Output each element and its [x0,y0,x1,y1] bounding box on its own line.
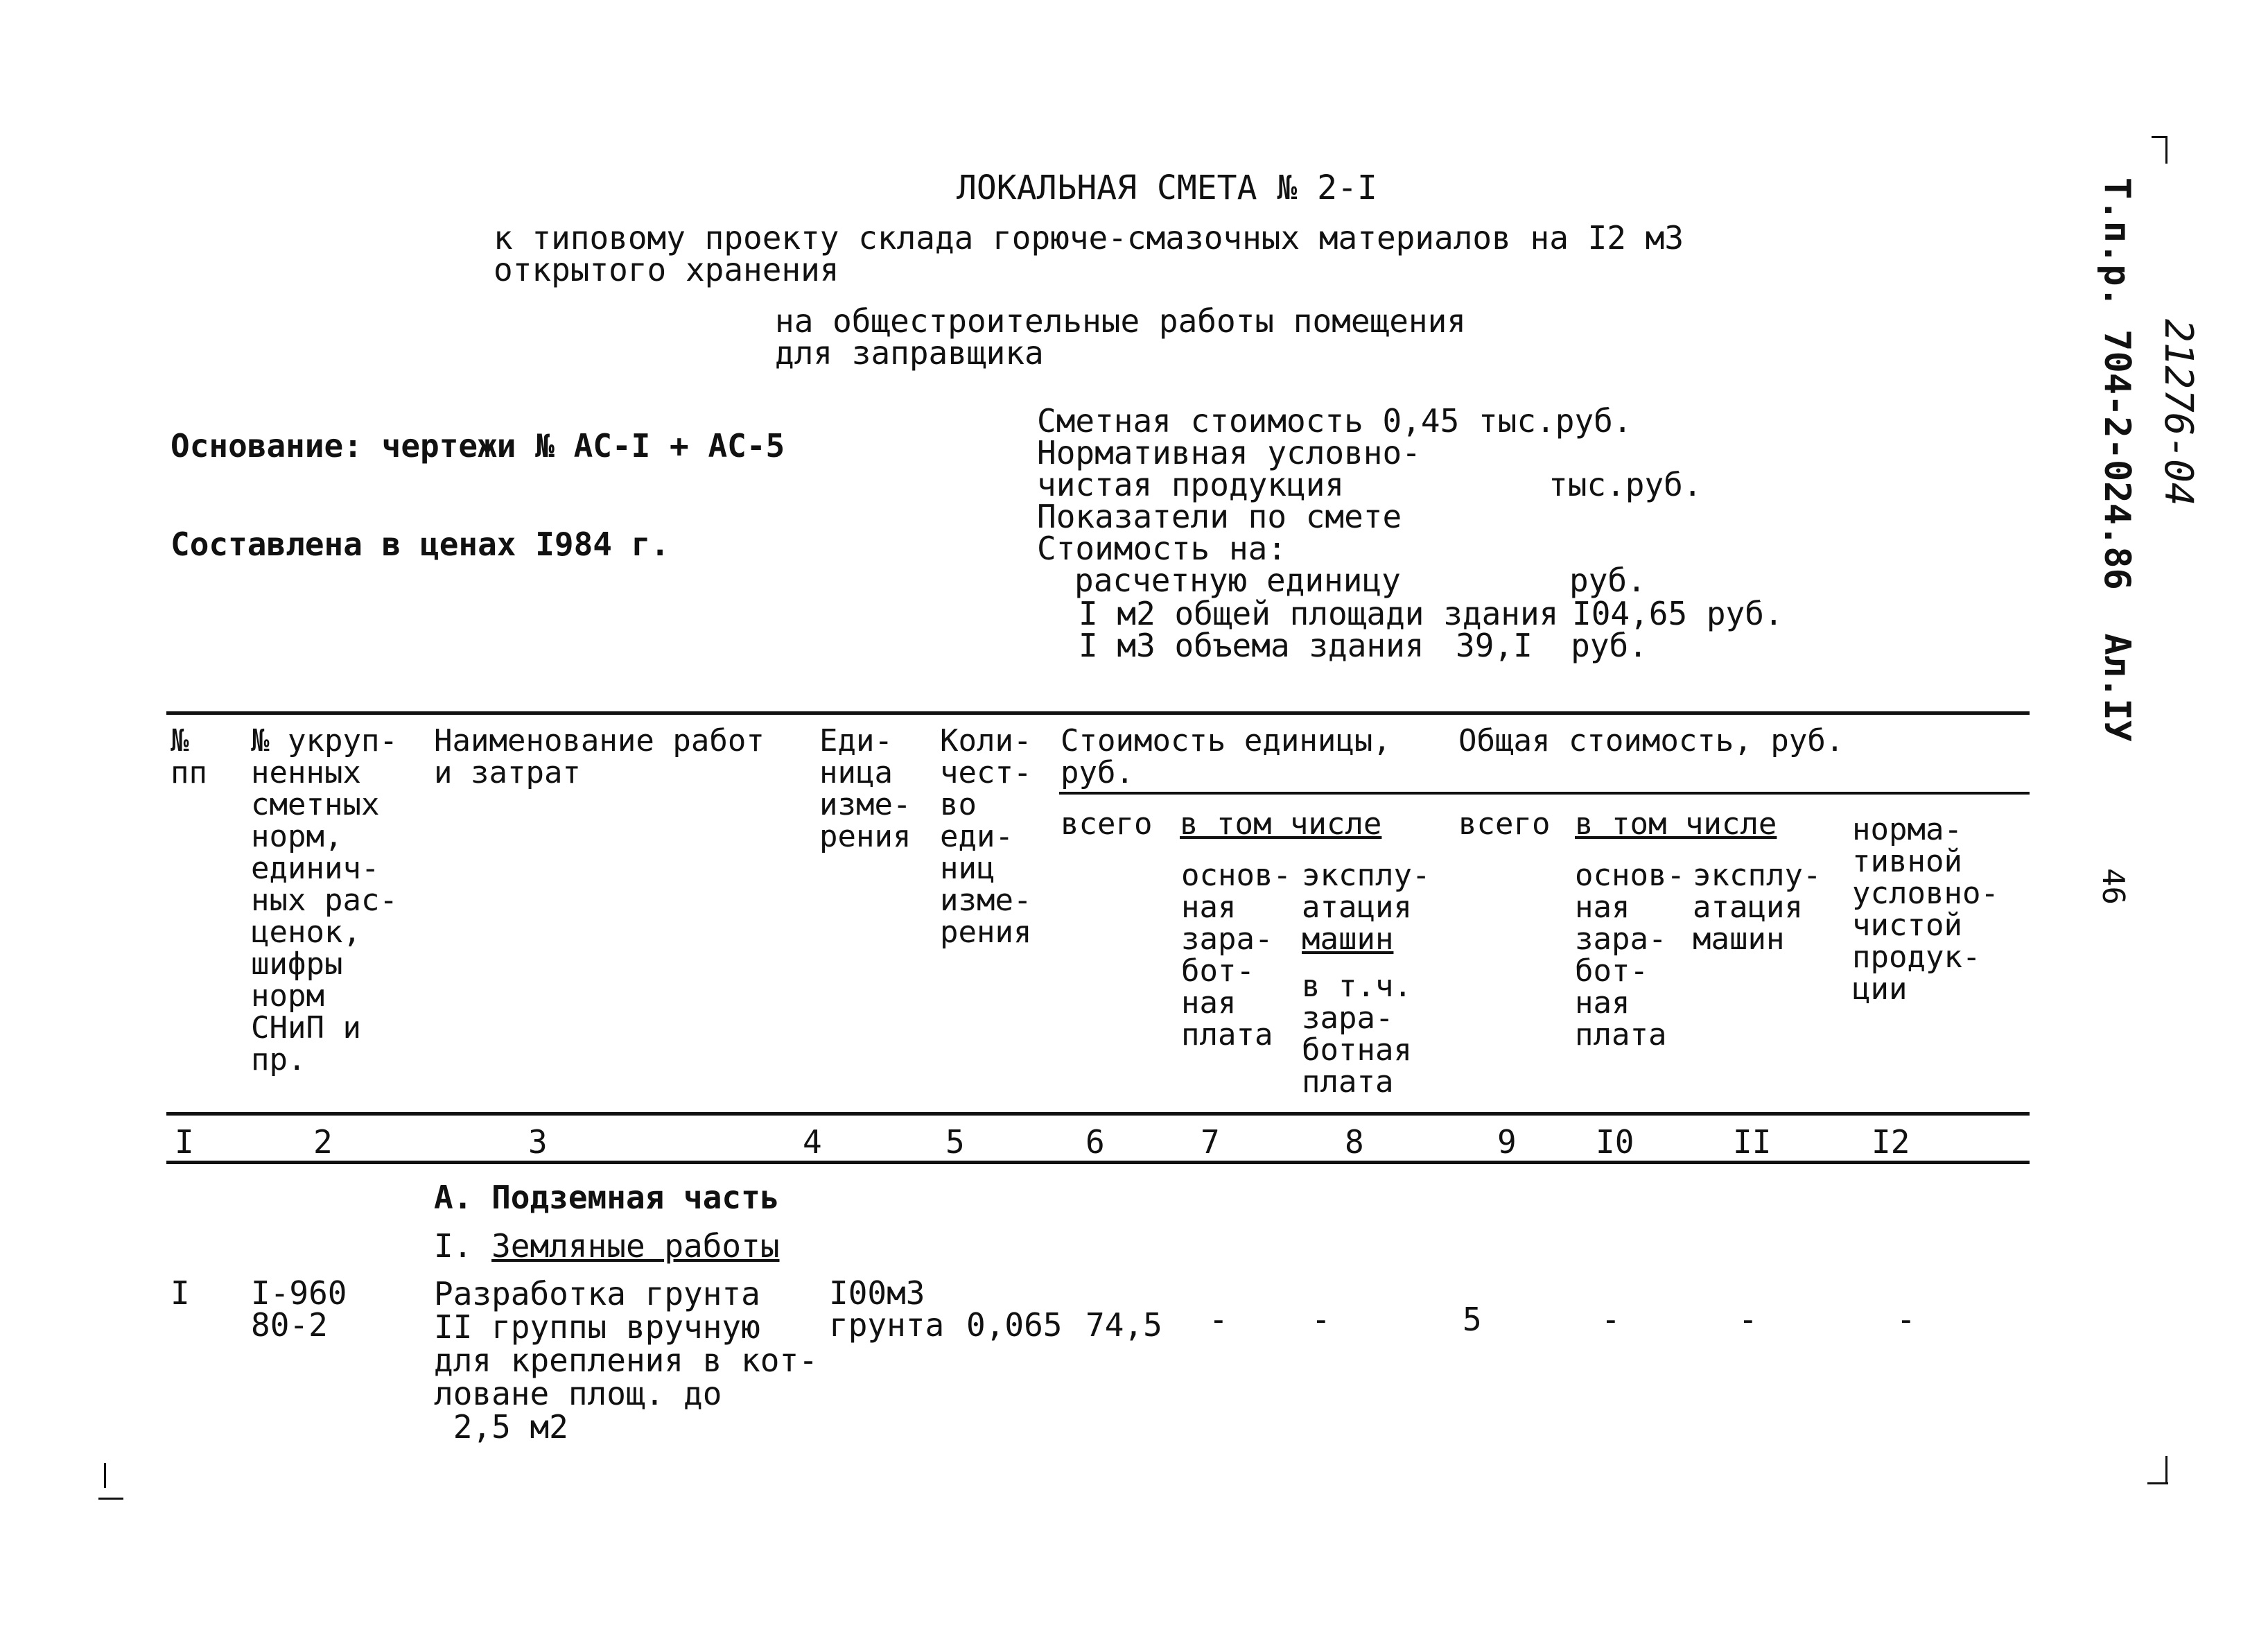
col-header-work-name: Наименование работ и затрат [434,723,765,790]
col-number: 2 [313,1123,333,1161]
col-number: I2 [1872,1123,1910,1161]
col-header-quantity: Коли- чест- во еди- ниц изме- рения [940,723,1032,950]
document-title: ЛОКАЛЬНАЯ СМЕТА № 2-I [957,168,1377,207]
subtitle-line-2: открытого хранения [494,251,839,288]
col-number: 4 [803,1123,822,1161]
col-header-unit-cost: Стоимость единицы, руб. [1061,723,1391,790]
page-number: 46 [2095,868,2131,905]
col-header-total-cost: Общая стоимость, руб. [1458,723,1844,758]
corner-mark-top [2152,136,2167,138]
indicators-label: Показатели по смете [1037,498,1402,535]
row-unit-total: 74,5 [1085,1306,1162,1344]
col-header-unit-incl-wage: в т.ч. зара- ботная плата [1302,969,1412,1100]
col-number: 3 [528,1123,548,1161]
handwritten-code: 21276-04 [2156,319,2201,506]
col-number: 7 [1201,1123,1220,1161]
cost-for-label: Стоимость на: [1037,530,1287,567]
col-number: 6 [1085,1123,1105,1161]
row-unit-2: грунта [829,1306,945,1344]
row-norm-code-2: 80-2 [251,1306,328,1344]
row-norm-code-1: I-960 [251,1274,347,1312]
area-cost-label: I м2 общей площади здания [1079,595,1559,632]
norm-product-label-1: Нормативная условно- [1037,434,1421,471]
col-number: 9 [1497,1123,1517,1161]
row-work-name: Разработка грунта II группы вручную для крепления в кот- ловане площ. до 2,5 м2 [434,1275,818,1446]
prices-text: Составлена в ценах I984 г. [171,526,670,563]
volume-cost-label: I м3 объема здания [1079,627,1424,664]
row-total-cost: 5 [1463,1301,1482,1338]
col-header-unit-base-wage: основ- ная зара- бот- ная плата [1181,858,1291,1052]
col-header-unit-machine-op: эксплу- атация [1302,858,1431,925]
col-header-total-base-wage: основ- ная зара- бот- ная плата [1575,858,1685,1052]
volume-cost-value: 39,I руб. [1456,627,1648,664]
corner-mark-left-stem [104,1463,106,1488]
scope-line-2: для заправщика [775,334,1044,372]
col-header-unit-machines: машин [1302,921,1394,957]
project-stamp: Т.п.р. 704-2-024.86 Ал.IУ [2096,177,2138,742]
col-numbers-bottom-rule [166,1161,2030,1164]
basis-text: Основание: чертежи № АС-I + АС-5 [171,427,785,465]
col-header-norm-code: № укруп- ненных сметных норм, единич- ных рас- ценок, шифры норм СНиП и пр. [251,723,398,1077]
section-a-heading: А. Подземная часть [434,1179,780,1216]
col-header-unit-incl: в том числе [1180,806,1382,842]
section-1-heading [434,1227,780,1265]
norm-product-unit: тыс.руб. [1549,466,1702,503]
estimated-cost: Сметная стоимость 0,45 тыс.руб. [1037,402,1632,440]
scope-line-1: на общестроительные работы помещения [775,302,1466,340]
corner-mark-left [98,1498,123,1500]
col-header-unit-total: всего [1061,806,1153,842]
subtitle-line-1: к типовому проекту склада горюче-смазочных материалов на I2 м3 [494,219,1684,257]
row-number: I [171,1274,190,1312]
header-bottom-rule [166,1112,2030,1116]
cost-header-rule [1059,792,2030,795]
section-1-name: Земляные работы [491,1227,780,1265]
row-total-base-wage: - [1601,1301,1621,1338]
row-unit-1: I00м3 [829,1274,925,1312]
col-header-unit: Еди- ница изме- рения [819,723,911,854]
calc-unit-value: руб. [1569,562,1646,599]
col-header-total-machine-op: эксплу- атация машин [1693,858,1822,957]
row-norm-product: - [1896,1301,1916,1338]
area-cost-value: I04,65 руб. [1572,595,1783,632]
row-unit-machine-op: - [1311,1301,1331,1338]
corner-mark-bottom-stem [2165,1456,2167,1484]
col-number: 5 [945,1123,965,1161]
row-quantity: 0,065 [966,1306,1063,1344]
col-number: II [1733,1123,1772,1161]
row-unit-base-wage: - [1209,1301,1228,1338]
row-total-machine-op: - [1738,1301,1758,1338]
corner-mark-top-stem [2165,136,2167,164]
col-header-num: № пп [171,723,207,790]
table-top-rule [166,711,2030,715]
col-number: I [175,1123,194,1161]
col-header-total-incl: в том числе [1575,806,1777,842]
col-header-norm-product: норма- тивной условно- чистой продук- ции [1852,812,1999,1007]
section-1-number: I. [434,1227,492,1265]
col-number: I0 [1596,1123,1634,1161]
col-header-total-all: всего [1458,806,1551,842]
norm-product-label-2: чистая продукция [1037,466,1345,503]
calc-unit-label: расчетную единицу [1074,562,1401,599]
col-number: 8 [1345,1123,1364,1161]
